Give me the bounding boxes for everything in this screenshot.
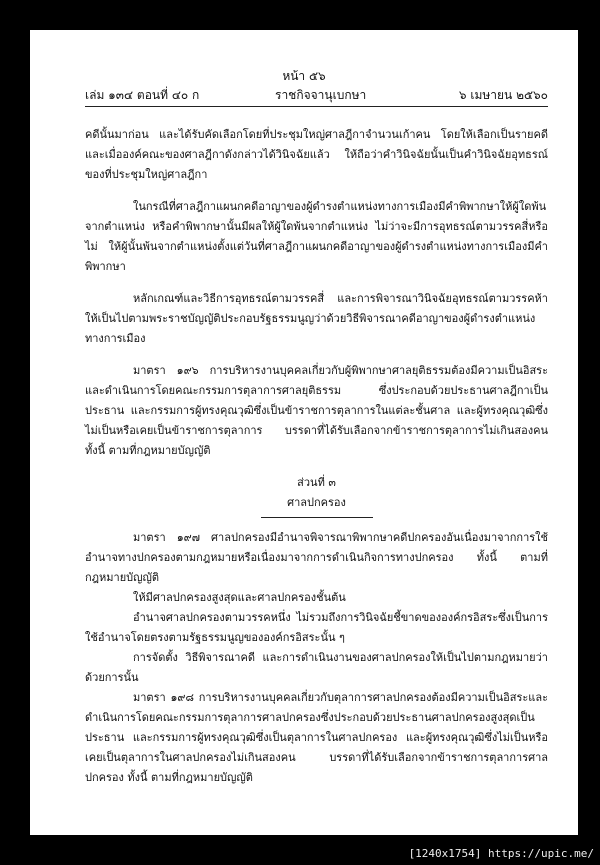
paragraph: คดีนั้นมาก่อน และได้รับคัดเลือกโดยที่ประชุมใหญ่ศาลฎีกาจำนวนเก้าคน โดยให้เลือกเป็นรายคดี และเมื่อองค์คณะของศาลฎีกาดังกล่าวได้วินิจฉัยแล้ว ให้ถือว่าคำวินิจฉัยนั้นเป็นคำวินิจฉัยอุทธรณ์ของที่ประชุมใหญ่ศาลฎีกา [85, 128, 548, 181]
paragraph: หลักเกณฑ์และวิธีการอุทธรณ์ตามวรรคสี่ และการพิจารณาวินิจฉัยอุทธรณ์ตามวรรคห้าให้เป็นไปตามพระราชบัญญัติประกอบรัฐธรรมนูญว่าด้วยวิธีพิจารณาคดีอาญาของผู้ดำรงตำแหน่งทางการเมือง [85, 292, 548, 345]
volume-issue: เล่ม ๑๓๔ ตอนที่ ๔๐ ก [85, 88, 200, 102]
paragraph: การจัดตั้ง วิธีพิจารณาคดี และการดำเนินงานของศาลปกครองให้เป็นไปตามกฎหมายว่าด้วยการนั้น [85, 651, 548, 684]
paragraph: ให้มีศาลปกครองสูงสุดและศาลปกครองชั้นต้น [133, 591, 346, 604]
gazette-title: ราชกิจจานุเบกษา [275, 88, 367, 102]
paragraph: ในกรณีที่ศาลฎีกาแผนกคดีอาญาของผู้ดำรงตำแหน่งทางการเมืองมีคำพิพากษาให้ผู้ใดพ้นจากตำแหน่ง หรือคำพิพากษานั้นมีผลให้ผู้ใดพ้นจากตำแหน่ง ไม่ว่าจะมีการอุทธรณ์ตามวรรคสี่หรือไม่ ให้ผู้นั้นพ้นจากตำแหน่งตั้งแต่วันที่ศาลฎีกาแผนกคดีอาญาของผู้ดำรงตำแหน่งทางการเมืองมีคำพิพากษา [85, 200, 548, 273]
publication-date: ๖ เมษายน ๒๕๖๐ [458, 88, 548, 102]
section-rule [261, 517, 373, 518]
document-page [30, 30, 578, 835]
header-rule [85, 106, 548, 107]
body-text [85, 125, 548, 788]
paragraph: อำนาจศาลปกครองตามวรรคหนึ่ง ไม่รวมถึงการวินิจฉัยชี้ขาดขององค์กรอิสระซึ่งเป็นการใช้อำนาจโดยตรงตามรัฐธรรมนูญขององค์กรอิสระนั้น ๆ [85, 611, 548, 644]
paragraph: มาตรา ๑๙๘ การบริหารงานบุคคลเกี่ยวกับตุลาการศาลปกครองต้องมีความเป็นอิสระและดำเนินการโดยคณะกรรมการตุลาการศาลปกครองซึ่งประกอบด้วยประธานศาลปกครองสูงสุดเป็นประธาน และกรรมการผู้ทรงคุณวุฒิซึ่งเป็นตุลาการในศาลปกครอง และผู้ทรงคุณวุฒิซึ่งไม่เป็นหรือเคยเป็นตุลาการในศาลปกครองไม่เกินสองคน บรรดาที่ได้รับเลือกจากข้าราชการตุลาการศาลปกครอง ทั้งนี้ ตามที่กฎหมายบัญญัติ [85, 691, 548, 784]
paragraph: มาตรา ๑๙๗ ศาลปกครองมีอำนาจพิจารณาพิพากษาคดีปกครองอันเนื่องมาจากการใช้อำนาจทางปกครองตามกฎหมายหรือเนื่องมาจากการดำเนินกิจการทางปกครอง ทั้งนี้ ตามที่กฎหมายบัญญัติ [85, 531, 548, 584]
page-number: หน้า ๕๖ [282, 69, 326, 83]
section-number: ส่วนที่ ๓ [297, 476, 336, 489]
image-source-footer: [1240x1754] https://upic.me/ [0, 843, 600, 865]
running-header [85, 86, 548, 102]
paragraph: มาตรา ๑๙๖ การบริหารงานบุคคลเกี่ยวกับผู้พิพากษาศาลยุติธรรมต้องมีความเป็นอิสระและดำเนินการโดยคณะกรรมการตุลาการศาลยุติธรรม ซึ่งประกอบด้วยประธานศาลฎีกาเป็นประธาน และกรรมการผู้ทรงคุณวุฒิซึ่งเป็นข้าราชการตุลาการในแต่ละชั้นศาล และผู้ทรงคุณวุฒิซึ่งไม่เป็นหรือเคยเป็นข้าราชการตุลาการ บรรดาที่ได้รับเลือกจากข้าราชการตุลาการไม่เกินสองคน ทั้งนี้ ตามที่กฎหมายบัญญัติ [85, 364, 548, 457]
section-title: ศาลปกครอง [287, 496, 346, 509]
